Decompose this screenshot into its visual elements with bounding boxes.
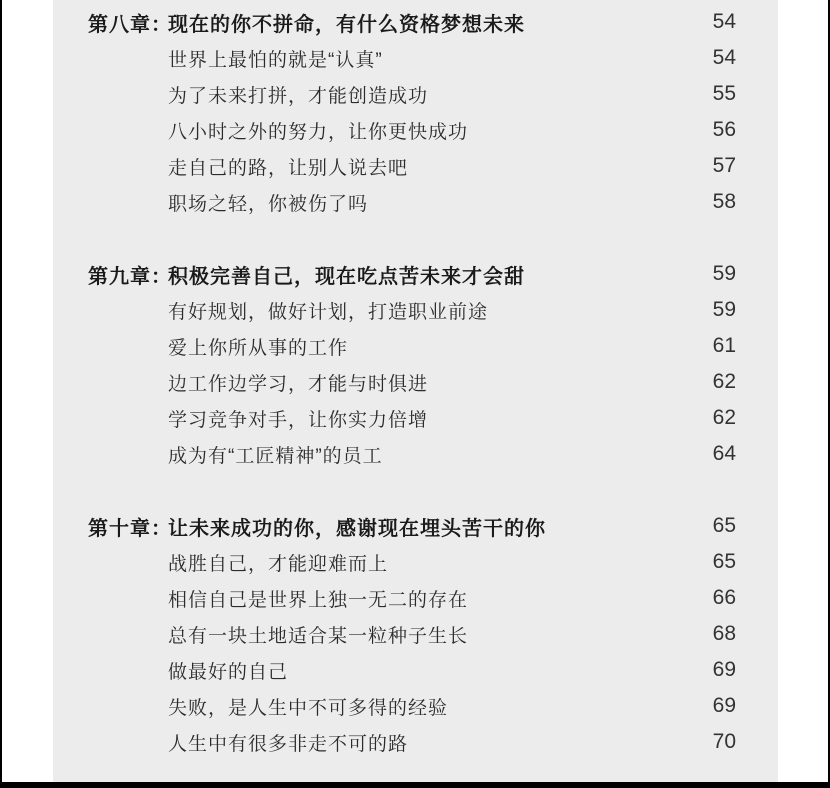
toc-item-title: 失败，是人生中不可多得的经验	[168, 697, 449, 719]
bottom-border-line	[0, 782, 830, 788]
toc-item-page-number: 70	[712, 730, 736, 753]
toc-item-row	[53, 328, 778, 364]
chapter-items	[53, 40, 778, 220]
toc-item-row	[53, 148, 778, 184]
left-border-line	[0, 0, 2, 788]
toc-item-title: 为了未来打拼，才能创造成功	[168, 85, 429, 107]
toc-item-row	[53, 76, 778, 112]
toc-item-page-number: 61	[712, 334, 736, 357]
toc-item-title: 爱上你所从事的工作	[168, 337, 349, 359]
toc-item-row	[53, 400, 778, 436]
chapter-title: 让未来成功的你，感谢现在埋头苦干的你	[168, 517, 546, 540]
toc-item-title: 战胜自己，才能迎难而上	[168, 553, 389, 575]
toc-item-row	[53, 616, 778, 652]
toc-item-title: 相信自己是世界上独一无二的存在	[168, 589, 469, 611]
toc-item-row	[53, 184, 778, 220]
toc-item-page-number: 56	[712, 118, 736, 141]
chapter-row	[53, 508, 778, 544]
toc-item-title: 八小时之外的努力，让你更快成功	[168, 121, 469, 143]
toc-item-page-number: 68	[712, 622, 736, 645]
chapter-row	[53, 256, 778, 292]
toc-item-page-number: 62	[712, 370, 736, 393]
toc-item-title: 学习竞争对手，让你实力倍增	[168, 409, 429, 431]
toc-item-row	[53, 40, 778, 76]
toc-item-row	[53, 544, 778, 580]
toc-item-page-number: 55	[712, 82, 736, 105]
chapter-label: 第八章：	[88, 13, 172, 36]
toc-item-page-number: 66	[712, 586, 736, 609]
chapter-page-number: 59	[712, 262, 736, 285]
toc-item-page-number: 59	[712, 298, 736, 321]
chapter-label: 第九章：	[88, 265, 172, 288]
toc-item-row	[53, 580, 778, 616]
toc-page	[53, 0, 778, 782]
toc-section	[53, 4, 778, 220]
toc-item-row	[53, 436, 778, 472]
toc-item-title: 走自己的路，让别人说去吧	[168, 157, 409, 179]
toc-item-page-number: 64	[712, 442, 736, 465]
toc-item-page-number: 69	[712, 658, 736, 681]
toc-item-title: 边工作边学习，才能与时俱进	[168, 373, 429, 395]
toc-item-row	[53, 652, 778, 688]
toc-item-title: 职场之轻，你被伤了吗	[168, 193, 369, 215]
chapter-items	[53, 544, 778, 760]
chapter-page-number: 65	[712, 514, 736, 537]
chapter-page-number: 54	[712, 10, 736, 33]
toc-item-row	[53, 292, 778, 328]
toc-item-page-number: 57	[712, 154, 736, 177]
chapter-label: 第十章：	[88, 517, 172, 540]
toc-item-page-number: 58	[712, 190, 736, 213]
toc-section	[53, 508, 778, 760]
toc-item-page-number: 69	[712, 694, 736, 717]
toc-item-page-number: 54	[712, 46, 736, 69]
toc-section	[53, 256, 778, 472]
toc-item-page-number: 62	[712, 406, 736, 429]
toc-item-row	[53, 724, 778, 760]
toc-item-title: 人生中有很多非走不可的路	[168, 733, 409, 755]
toc-item-page-number: 65	[712, 550, 736, 573]
chapter-items	[53, 292, 778, 472]
toc-item-title: 成为有“工匠精神”的员工	[168, 445, 383, 467]
toc-item-title: 做最好的自己	[168, 661, 289, 683]
toc-item-row	[53, 112, 778, 148]
chapter-title: 现在的你不拼命，有什么资格梦想未来	[168, 13, 525, 36]
toc-item-row	[53, 364, 778, 400]
toc-item-title: 总有一块土地适合某一粒种子生长	[168, 625, 469, 647]
chapter-title: 积极完善自己，现在吃点苦未来才会甜	[168, 265, 525, 288]
toc-item-title: 有好规划，做好计划，打造职业前途	[168, 301, 489, 323]
toc-item-title: 世界上最怕的就是“认真”	[168, 49, 383, 71]
toc-item-row	[53, 688, 778, 724]
chapter-row	[53, 4, 778, 40]
